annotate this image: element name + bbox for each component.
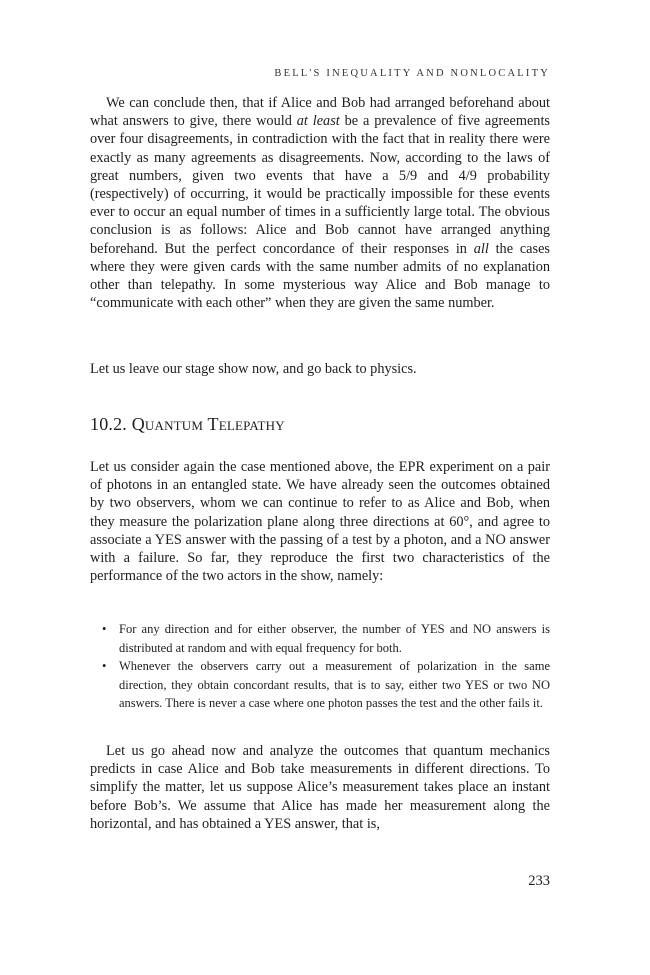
paragraph-text: the cases where they were given cards with the same number admits of no explanation other than telepathy. In some mysterious way Alice and Bob manage to “communicate with each other” when they are given the same number. — [90, 240, 550, 312]
paragraph-conclusion — [90, 94, 550, 312]
bullet-icon: • — [102, 622, 107, 636]
paragraph-text: be a prevalence of five agreements over four disagreements, in contradiction with the fact that in reality there were exactly as many agreements as disagreements. Now, according to the laws of great numbers, given two events that have a 5/9 and 4/9 probability (respectively) of occurring, it would be practically impossible for these events ever to occur an equal number of times in a sufficiently large total. The obvious conclusion is as follows: Alice and Bob cannot have arranged anything beforehand. But the perfect concordance of their responses in — [90, 113, 550, 257]
list-item-text: For any direction and for either observer, the number of YES and NO answers is distributed at random and with equal frequency for both. — [119, 622, 550, 655]
paragraph-text: We can conclude then, that if Alice and Bob had arranged beforehand about what answers to give, there would — [90, 95, 550, 130]
running-header: BELL'S INEQUALITY AND NONLOCALITY — [274, 68, 550, 79]
paragraph-analysis — [90, 742, 550, 833]
list-item — [102, 620, 550, 657]
paragraph-text: Let us consider again the case mentioned above, the EPR experiment on a pair of photons in an entangled state. We have already seen the outcomes obtained by two observers, whom we can continue to refer to as Alice and Bob, when they measure the polarization plane along three directions at 60°, and agree to associate a YES answer with the passing of a test by a photon, and a NO answer with a failure. So far, they reproduce the first two characteristics of the performance of the two actors in the show, namely: — [90, 459, 550, 585]
section-number: 10.2. — [90, 414, 127, 434]
section-heading — [90, 414, 550, 435]
paragraph-leave-stage — [90, 360, 550, 378]
section-title: Quantum Telepathy — [131, 414, 285, 434]
page-number: 233 — [528, 873, 550, 889]
bullet-list — [102, 620, 550, 713]
paragraph-text: Let us leave our stage show now, and go back to physics. — [90, 361, 417, 377]
paragraph-text: Let us go ahead now and analyze the outcomes that quantum mechanics predicts in case Alice and Bob take measurements in different directions. To simplify the matter, let us suppose Alice’s measurement takes place an instant before Bob’s. We assume that Alice has made her measurement along the horizontal, and has obtained a YES answer, that is, — [90, 743, 550, 832]
bullet-icon: • — [102, 659, 107, 674]
emphasis-all: all — [473, 240, 489, 257]
list-item-text: Whenever the observers carry out a measurement of polarization in the same direction, they obtain concordant results, that is to say, either two YES or two NO answers. There is never a case where one photon passes the test and the other fails it. — [119, 659, 550, 711]
emphasis-at-least: at least — [296, 113, 340, 130]
paragraph-quantum-intro — [90, 458, 550, 585]
list-item — [102, 657, 550, 713]
